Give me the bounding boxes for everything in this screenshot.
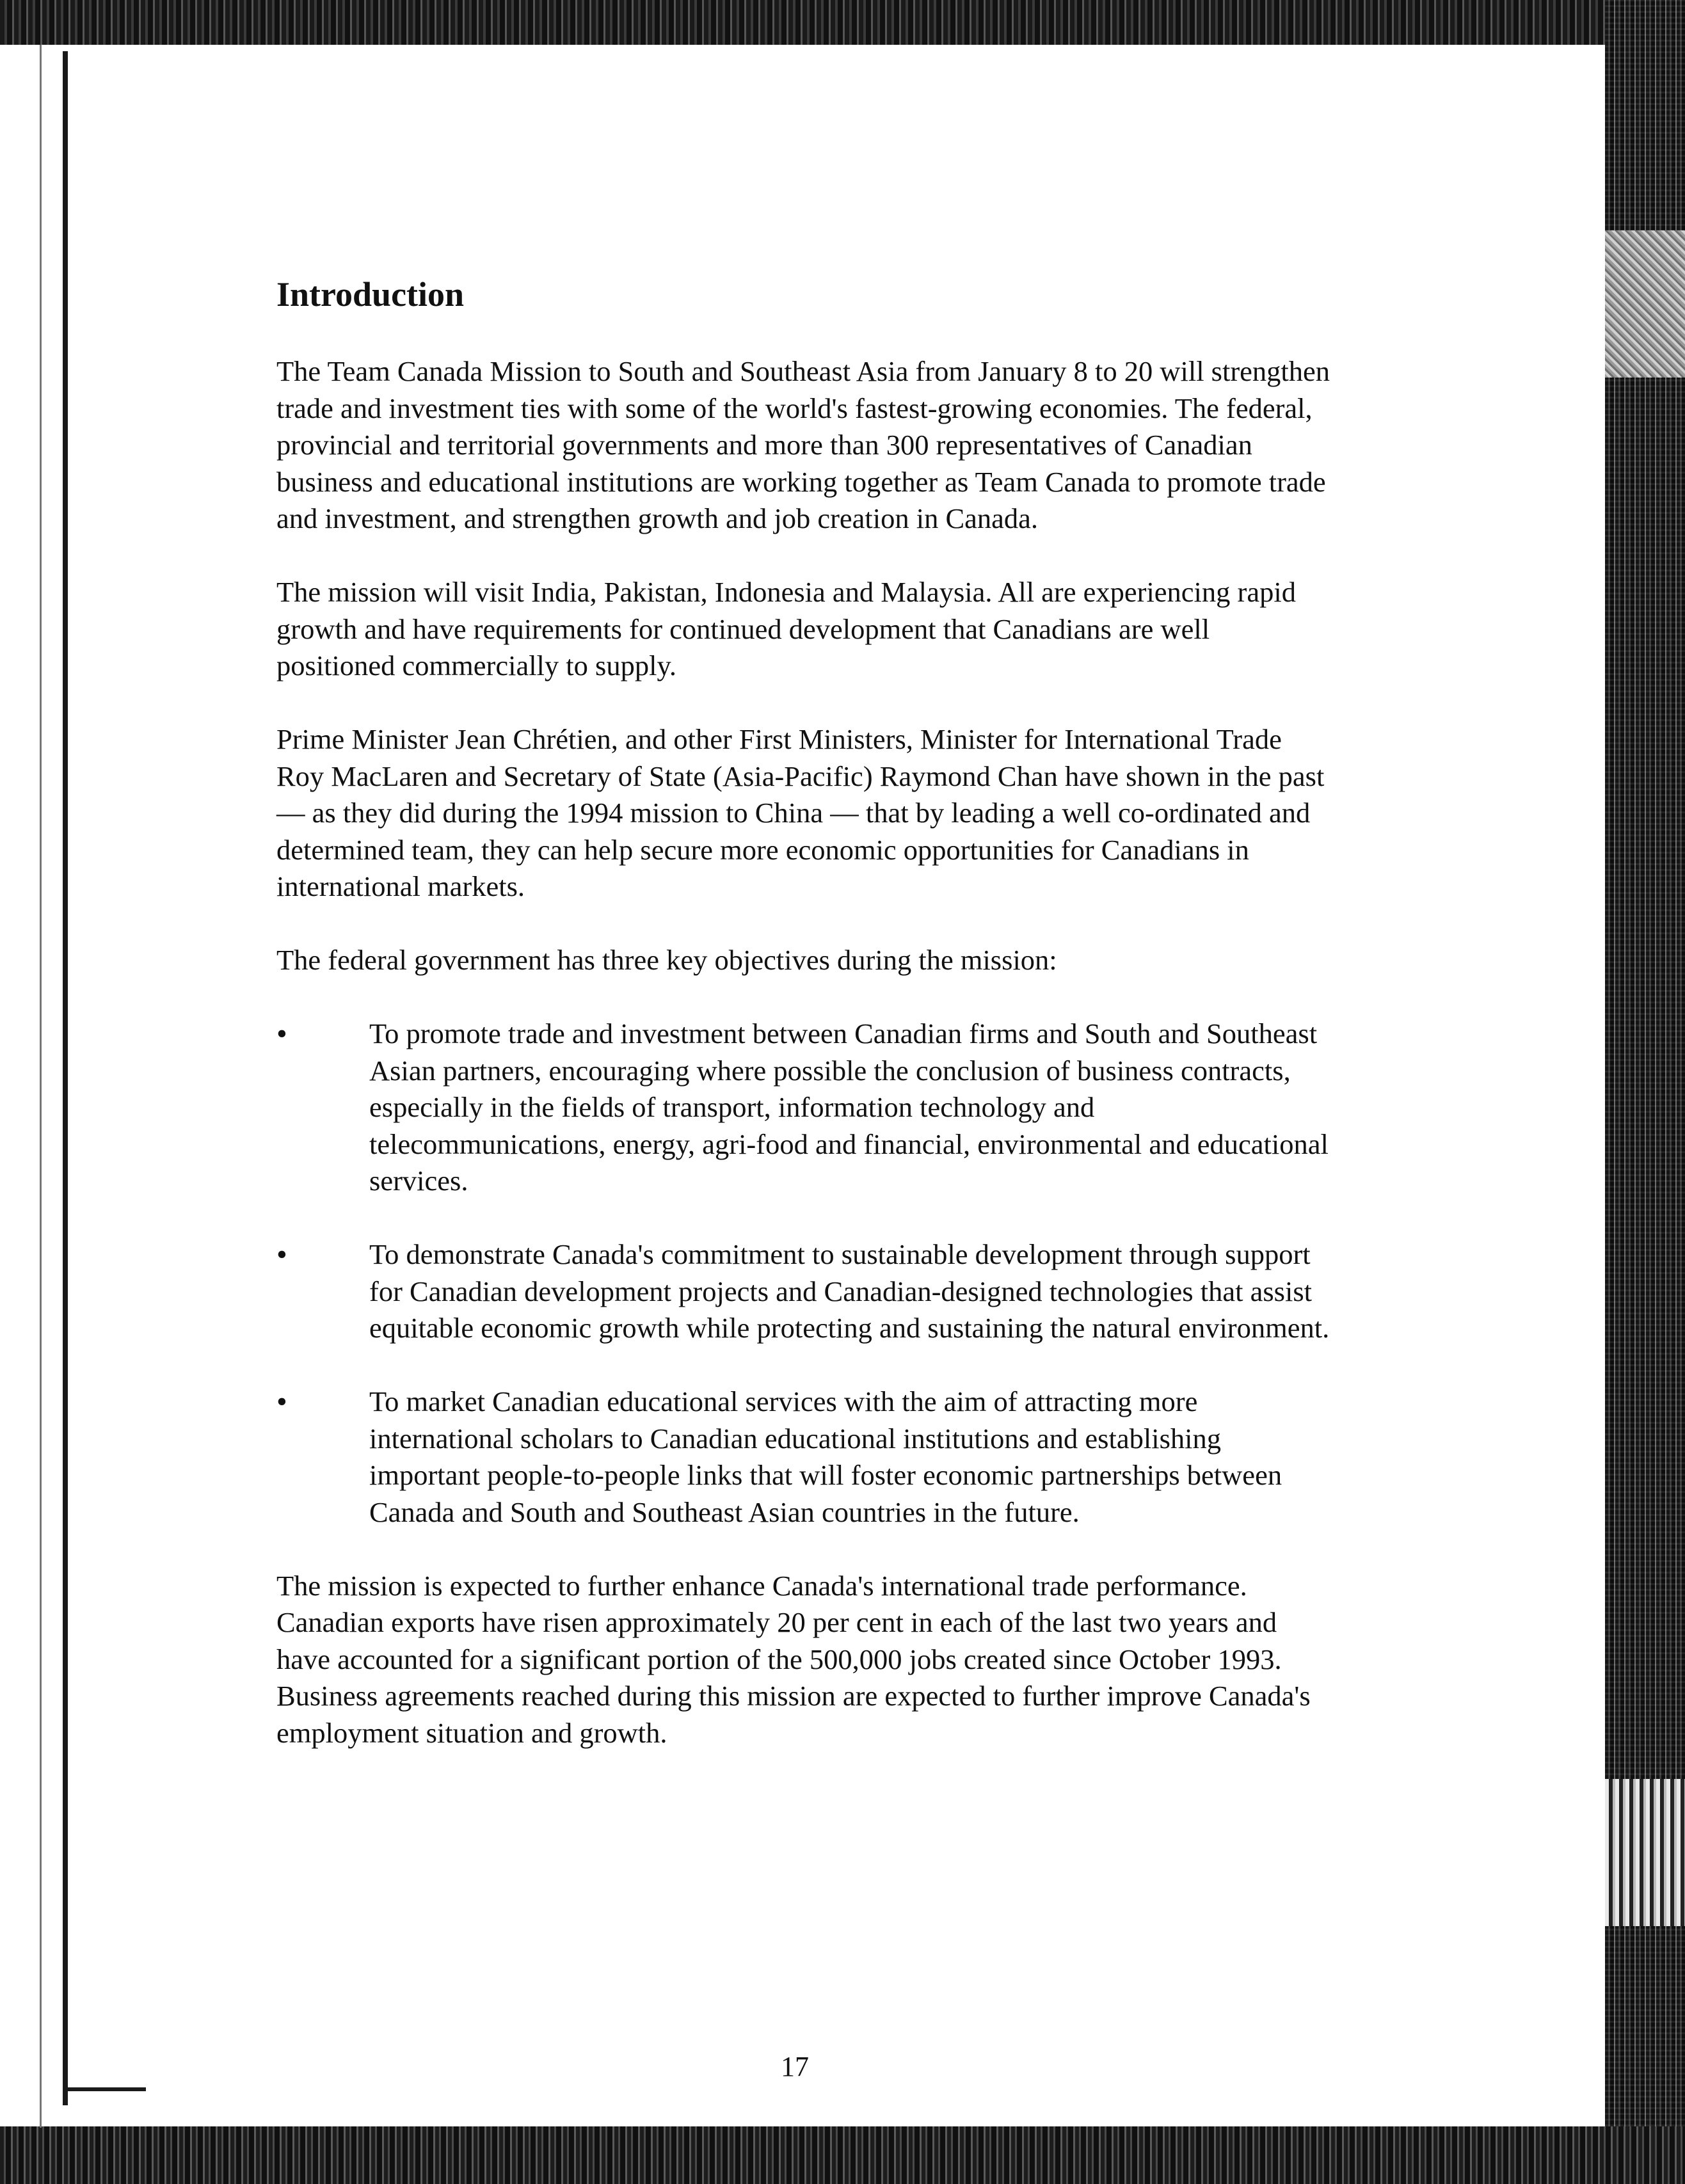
list-item [276, 1383, 1332, 1531]
binding-margin-bar [63, 51, 68, 2105]
list-item [276, 1016, 1332, 1200]
scan-tab-lower [1605, 1779, 1685, 1926]
list-item-text: To demonstrate Canada's commitment to sustainable development through support for Canadian development projects and Canadian-designed technologies that assist equitable economic growth while protecting and sustaining the natural environment. [369, 1238, 1330, 1344]
closing-paragraph: The mission is expected to further enhance Canada's international trade performance. Canadian exports have risen approximately 20 per cent in each of the last two years and have accounted for a significant portion of the 500,000 jobs created since October 1993. Business agreements reached during this mission are expected to further improve Canada's employment situation and growth. [276, 1569, 1311, 1749]
scan-tab-upper [1605, 230, 1685, 378]
list-item [276, 1236, 1332, 1347]
list-item-text: To market Canadian educational services with the aim of attracting more international scholars to Canadian educational institutions and establishing important people-to-people links that will foster economic partnerships between Canada and South and Southeast Asian countries in the future. [369, 1385, 1282, 1528]
scan-border-top [0, 0, 1685, 45]
page-content [276, 275, 1332, 1789]
list-item-text: To promote trade and investment between Canadian firms and South and Southeast Asian partners, encouraging where possible the conclusion of business contracts, especially in the fields of transport, information technology and telecommunications, energy, agri-food and financial, environmental and educational services. [369, 1017, 1329, 1197]
objectives-list [276, 1016, 1332, 1531]
page-title: Introduction [276, 275, 465, 314]
paragraph: The mission will visit India, Pakistan, Indonesia and Malaysia. All are experiencing rapid growth and have requirements for continued development that Canadians are well positioned commercially to supply. [276, 576, 1296, 682]
page-number: 17 [781, 2051, 809, 2082]
bullet-icon: • [276, 1017, 287, 1051]
bullet-icon: • [276, 1238, 287, 1271]
paragraph: Prime Minister Jean Chrétien, and other First Ministers, Minister for International Trade Roy MacLaren and Secretary of State (Asia-Pacific) Raymond Chan have shown in the past — as they did during the 1994 mission to China — that by leading a well co-ordinated and determined team, they can help secure more economic opportunities for Canadians in international markets. [276, 723, 1325, 902]
binding-margin-foot [63, 2087, 146, 2091]
paragraph: The federal government has three key objectives during the mission: [276, 944, 1057, 976]
paragraph: The Team Canada Mission to South and Southeast Asia from January 8 to 20 will strengthen trade and investment ties with some of the world's fastest-growing economies. The federal, provincial and territorial governments and more than 300 representatives of Canadian business and educational institutions are working together as Team Canada to promote trade and investment, and strengthen growth and job creation in Canada. [276, 355, 1330, 534]
binding-edge-line [40, 45, 42, 2128]
bullet-icon: • [276, 1385, 287, 1419]
scan-border-bottom [0, 2126, 1685, 2184]
